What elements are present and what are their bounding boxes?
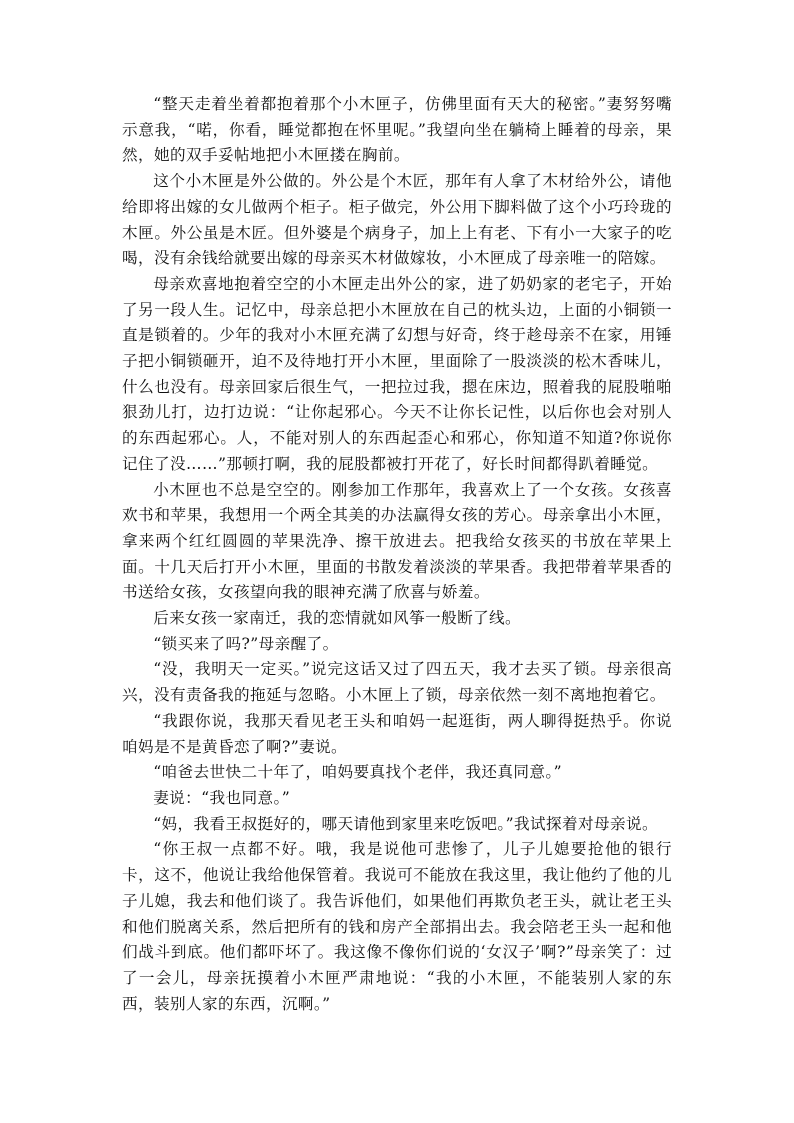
article-body (122, 92, 672, 1017)
paragraph: “没，我明天一定买。”说完这话又过了四五天，我才去买了锁。母亲很高兴，没有责备我的拖延与忽略。小木匣上了锁，母亲依然一刻不离地抱着它。 (122, 660, 672, 705)
paragraph: “妈，我看王叔挺好的，哪天请他到家里来吃饭吧。”我试探着对母亲说。 (153, 814, 658, 833)
paragraph: “咱爸去世快二十年了，咱妈要真找个老伴，我还真同意。” (153, 763, 562, 782)
paragraph: “锁买来了吗?”母亲醒了。 (153, 634, 339, 653)
paragraph: “你王叔一点都不好。哦，我是说他可悲惨了，儿子儿媳要抢他的银行卡，这不，他说让我给他保管着。我说可不能放在我这里，我让他约了他的儿子儿媳，我去和他们谈了。我告诉他们，如果他们再欺负老王头，就让老王头和他们脱离关系，然后把所有的钱和房产全部捐出去。我会陪老王头一起和他们战斗到底。他们都吓坏了。我这像不像你们说的‘女汉子’啊?”母亲笑了：过了一会儿，母亲抚摸着小木匣严肃地说：“我的小木匣，不能装别人家的东西，装别人家的东西，沉啊。” (122, 840, 672, 1013)
paragraph: 母亲欢喜地抱着空空的小木匣走出外公的家，进了奶奶家的老宅子，开始了另一段人生。记忆中，母亲总把小木匣放在自己的枕头边，上面的小铜锁一直是锁着的。少年的我对小木匣充满了幻想与好奇，终于趁母亲不在家，用锤子把小铜锁砸开，迫不及待地打开小木匣，里面除了一股淡淡的松木香味儿，什么也没有。母亲回家后很生气，一把拉过我，摁在床边，照着我的屁股啪啪狠劲儿打，边打边说：“让你起邪心。今天不让你长记性，以后你也会对别人的东西起邪心。人，不能对别人的东西起歪心和邪心，你知道不知道?你说你记住了没……”那顿打啊，我的屁股都被打开花了，好长时间都得趴着睡觉。 (122, 274, 672, 473)
paragraph: 后来女孩一家南迁，我的恋情就如风筝一般断了线。 (153, 609, 522, 628)
paragraph: 这个小木匣是外公做的。外公是个木匠，那年有人拿了木材给外公，请他给即将出嫁的女儿做两个柜子。柜子做完，外公用下脚料做了这个小巧玲珑的木匣。外公虽是木匠。但外婆是个病身子，加上上有老、下有小一大家子的吃喝，没有余钱给就要出嫁的母亲买木材做嫁妆，小木匣成了母亲唯一的陪嫁。 (122, 172, 672, 268)
paragraph: “整天走着坐着都抱着那个小木匣子，仿佛里面有天大的秘密。”妻努努嘴示意我，“喏，你看，睡觉都抱在怀里呢。”我望向坐在躺椅上睡着的母亲，果然，她的双手妥帖地把小木匣搂在胸前。 (122, 95, 672, 165)
paragraph: “我跟你说，我那天看见老王头和咱妈一起逛街，两人聊得挺热乎。你说咱妈是不是黄昏恋了啊?”妻说。 (122, 711, 672, 756)
paragraph: 妻说：“我也同意。” (153, 788, 291, 807)
paragraph: 小木匣也不总是空空的。刚参加工作那年，我喜欢上了一个女孩。女孩喜欢书和苹果，我想用一个两全其美的办法赢得女孩的芳心。母亲拿出小木匣，拿来两个红红圆圆的苹果洗净、擦干放进去。把我给女孩买的书放在苹果上面。十几天后打开小木匣，里面的书散发着淡淡的苹果香。我把带着苹果香的书送给女孩，女孩望向我的眼神充满了欣喜与娇羞。 (122, 480, 672, 602)
